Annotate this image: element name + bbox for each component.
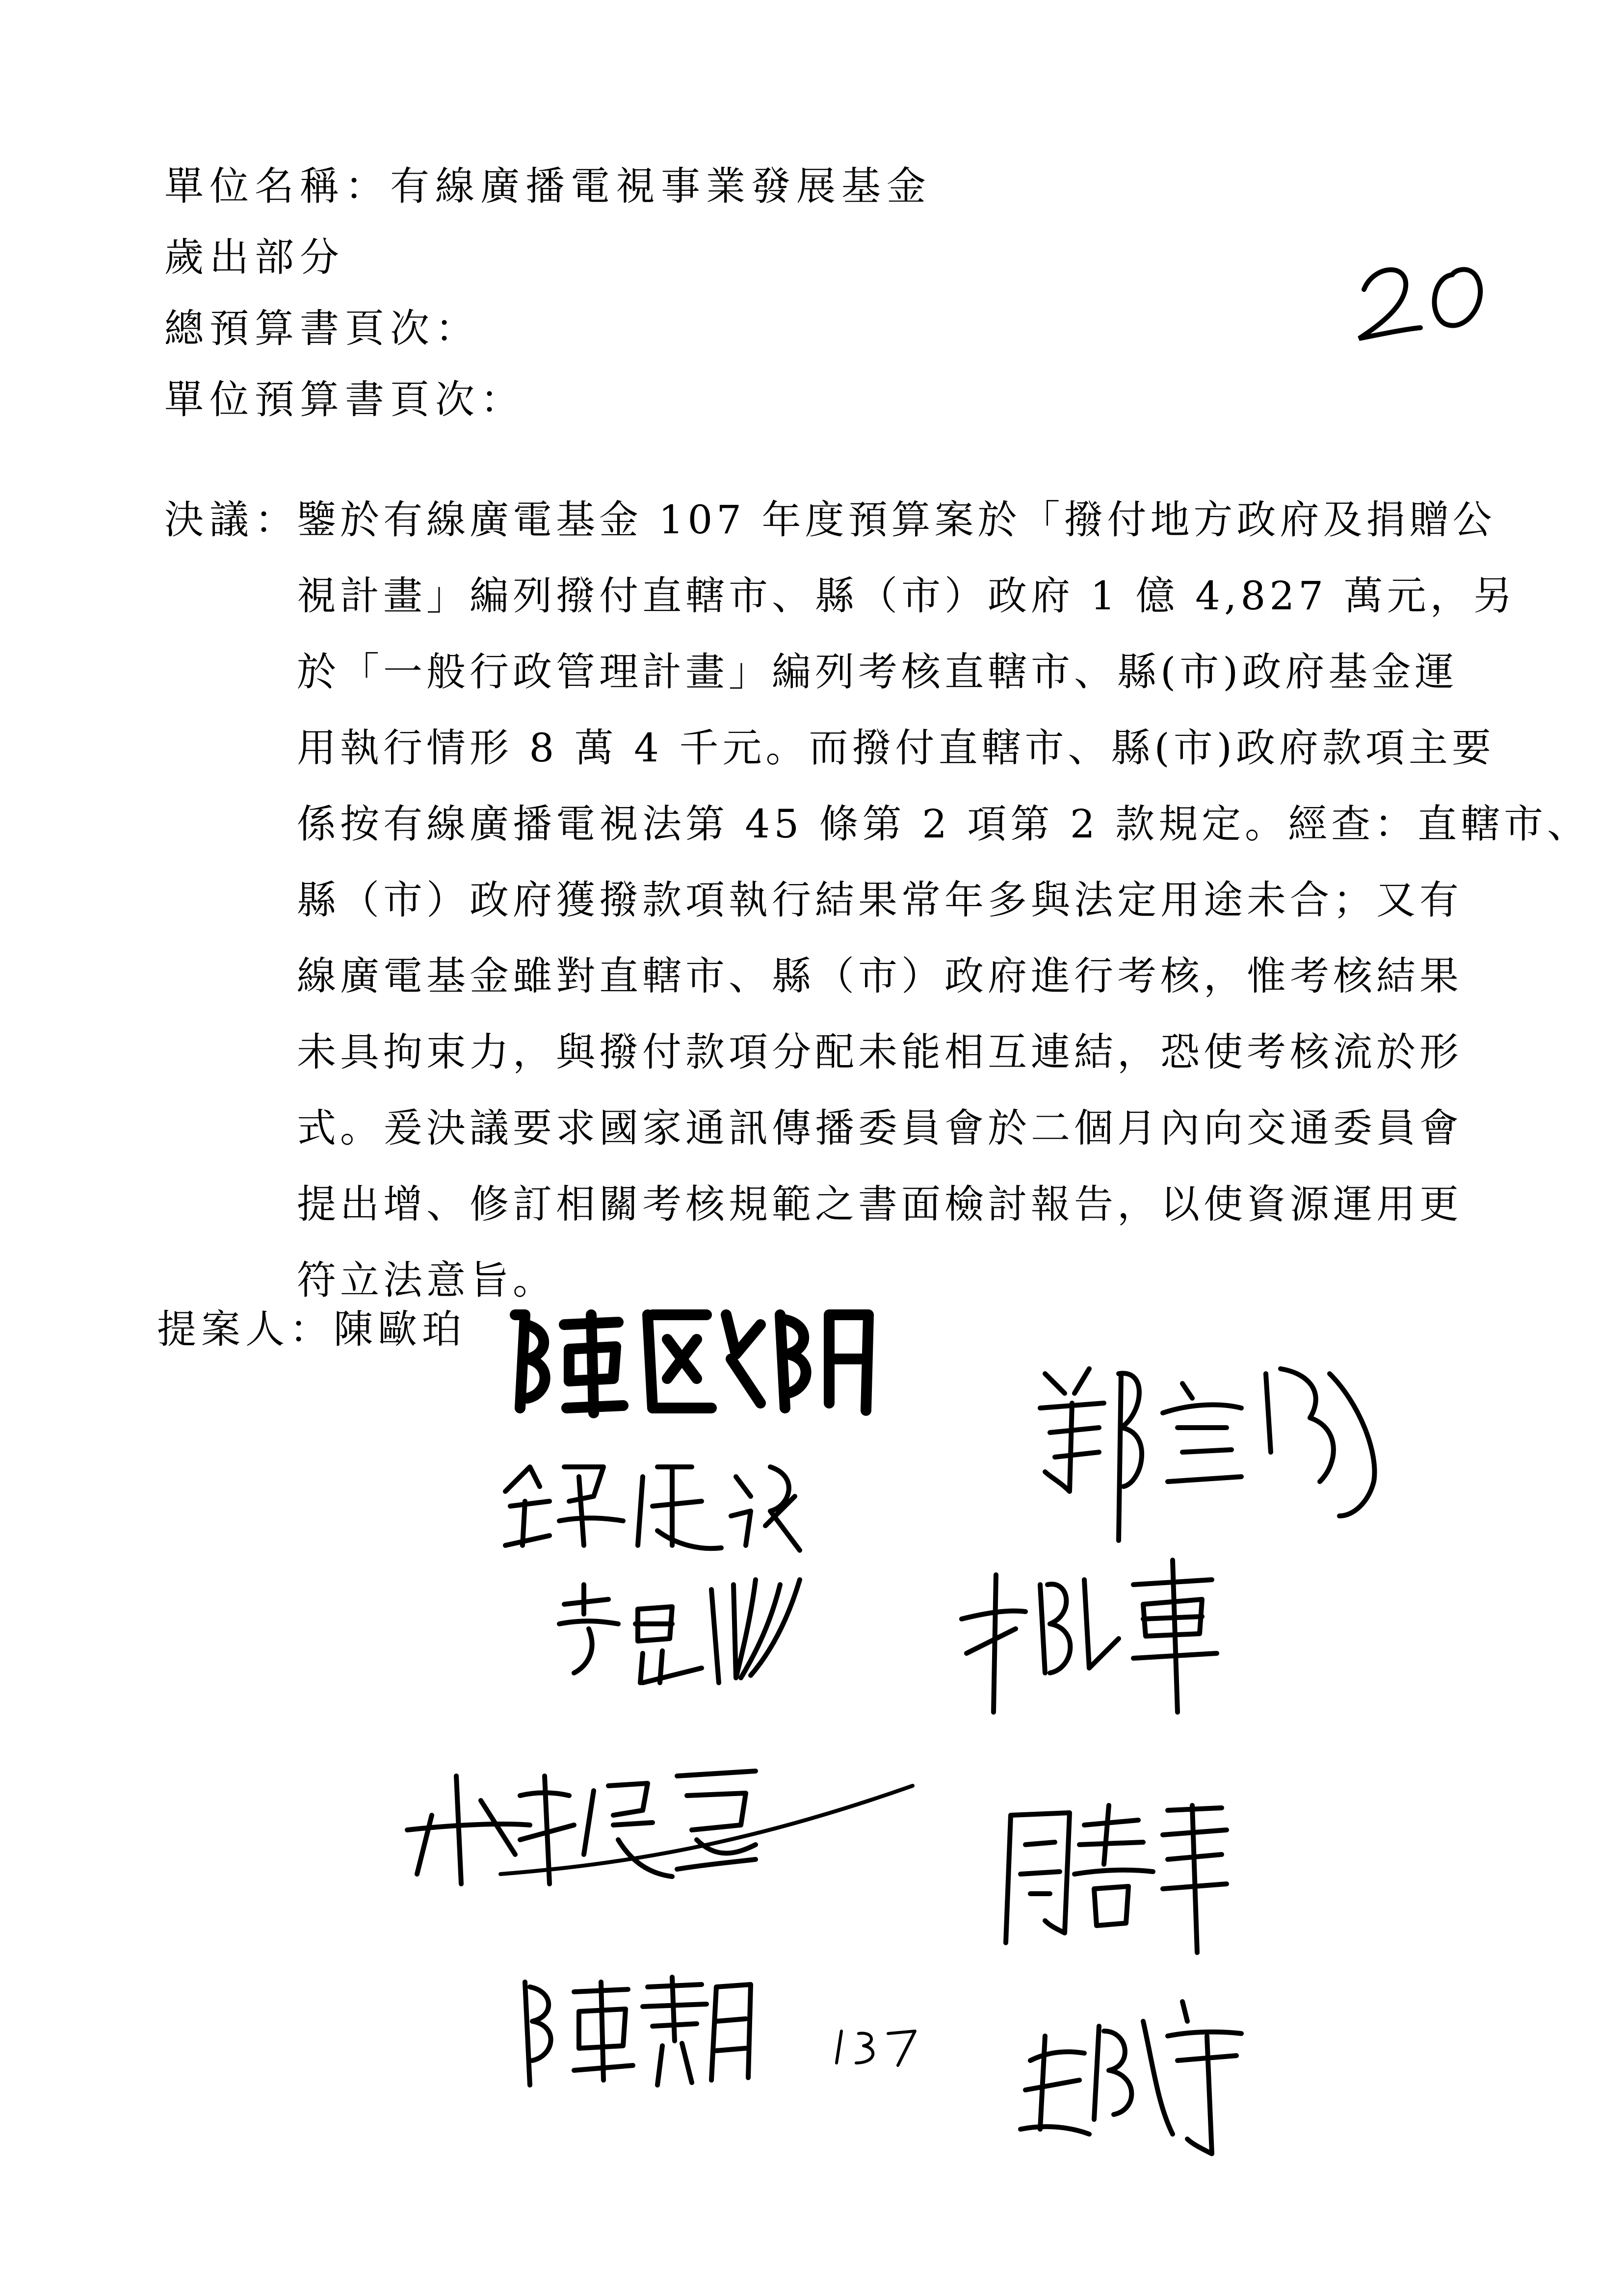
unit-name: 單位名稱：有線廣播電視事業發展基金 [164, 163, 932, 209]
resolution-line: 式。爰決議要求國家通訊傳播委員會於二個月內向交通委員會 [297, 1105, 1463, 1151]
total-budget-page: 總預算書頁次： [164, 306, 480, 351]
section-label: 歲出部分 [164, 235, 345, 280]
resolution-line: 提出增、修訂相關考核規範之書面檢討報告，以使資源運用更 [297, 1181, 1463, 1227]
unit-budget-page: 單位預算書頁次： [164, 377, 525, 422]
signature-chen-ou-po [505, 1295, 883, 1418]
signature-ke-chien-ming [957, 1550, 1227, 1717]
resolution-line: 未具拘束力，與撥付款項分配未能相互連結，恐使考核流於形 [297, 1029, 1463, 1075]
signature-chung-chia-pin [496, 1447, 810, 1560]
resolution-line: 於「一般行政管理計畫」編列考核直轄市、縣(市)政府基金運 [297, 649, 1458, 695]
resolution-line: 符立法意旨。 [297, 1257, 556, 1303]
signature-chen-su-yueh [515, 1972, 760, 2090]
resolution-line: 縣（市）政府獲撥款項執行結果常年多與法定用途未合；又有 [297, 877, 1463, 923]
resolution-line: 線廣電基金雖對直轄市、縣（市）政府進行考核，惟考核結果 [297, 953, 1463, 999]
handwritten-page-ref [829, 2021, 927, 2070]
proposer-label: 提案人：陳歐珀 [157, 1306, 466, 1352]
signature-cheng-pao-ching [1035, 1354, 1388, 1560]
resolution-label: 決議： [164, 497, 300, 543]
signature-li-kun-tse [554, 1570, 810, 1707]
signature-lin-chun-hsien [402, 1756, 917, 1894]
resolution-line: 用執行情形 8 萬 4 千元。而撥付直轄市、縣(市)政府款項主要 [297, 725, 1495, 771]
resolution-line: 係按有線廣播電視法第 45 條第 2 項第 2 款規定。經查：直轄市、 [297, 801, 1591, 847]
signature-chao-cheng-yu [1016, 1992, 1251, 2159]
handwritten-page-number [1354, 255, 1496, 353]
resolution-line: 視計畫」編列撥付直轄市、縣（市）政府 1 億 4,827 萬元，另 [297, 573, 1517, 619]
signature-chou-chun-mi [991, 1796, 1236, 1957]
resolution-line: 鑒於有線廣電基金 107 年度預算案於「撥付地方政府及捐贈公 [297, 497, 1496, 543]
